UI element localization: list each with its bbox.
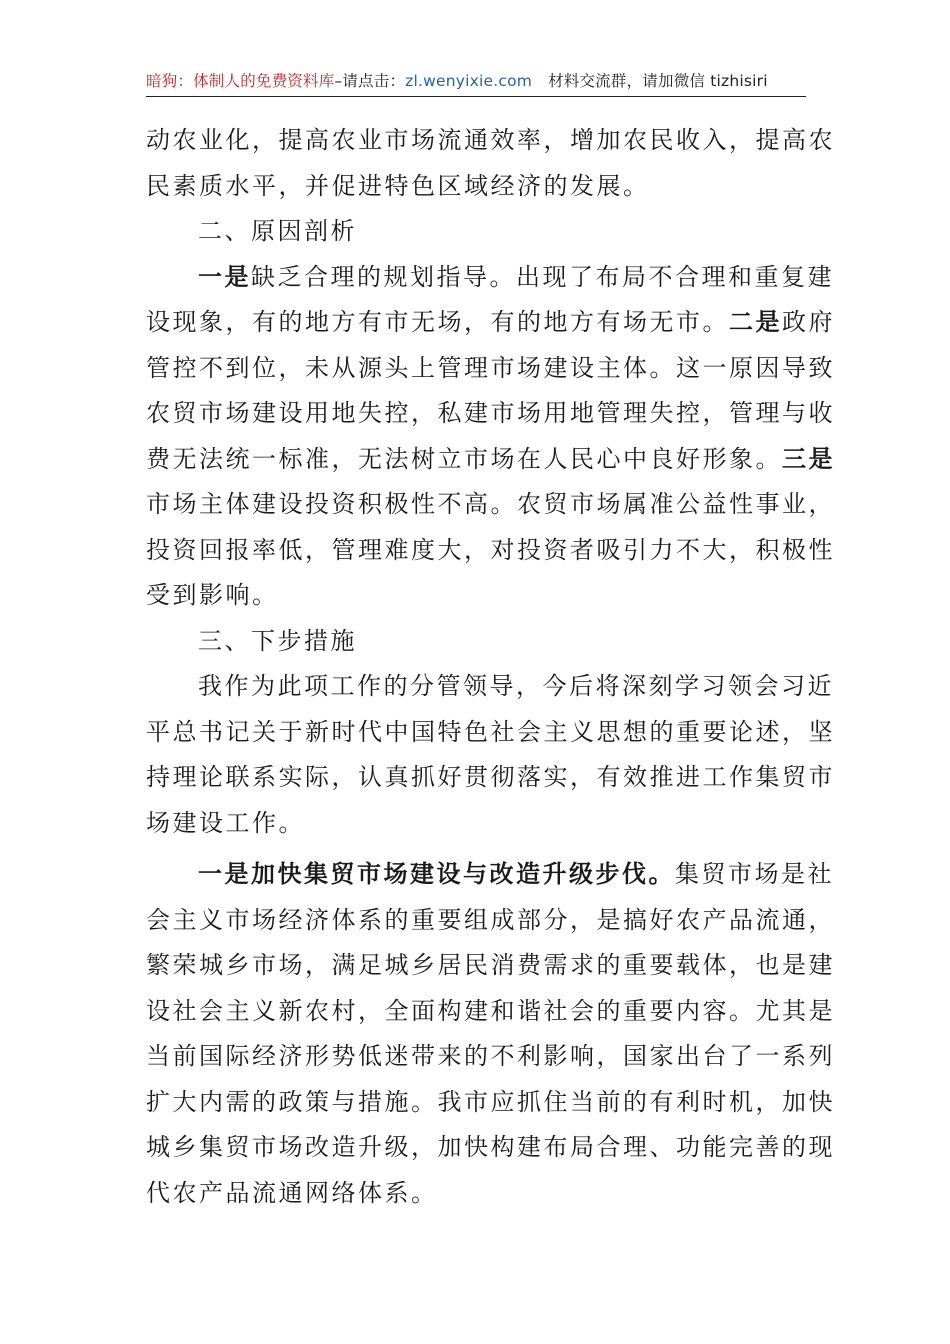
paragraph-line: 我作为此项工作的分管领导，今后将深刻学习领会习近 bbox=[198, 672, 834, 700]
paragraph-line: 会主义市场经济体系的重要组成部分，是搞好农产品流通， bbox=[146, 905, 835, 934]
point-label-three: 三是 bbox=[782, 444, 835, 473]
paragraph-line: 投资回报率低，管理难度大，对投资者吸引力不大，积极性 bbox=[146, 535, 835, 564]
header-group-text: 材料交流群，请加微信 tizhisiri bbox=[548, 72, 768, 90]
paragraph-line: 代农产品流通网络体系。 bbox=[146, 1178, 438, 1207]
header-click-prompt: –请点击： bbox=[334, 72, 406, 90]
document-body bbox=[146, 118, 835, 1216]
paragraph-line: 一是缺乏合理的规划指导。出现了布局不合理和重复建 bbox=[198, 262, 834, 291]
paragraph-line: 繁荣城乡市场，满足城乡居民消费需求的重要载体，也是建 bbox=[146, 951, 835, 979]
paragraph-line: 一是加快集贸市场建设与改造升级步伐。集贸市场是社 bbox=[198, 860, 834, 888]
point-label-one: 一是 bbox=[198, 262, 251, 291]
paragraph-line: 城乡集贸市场改造升级，加快构建布局合理、功能完善的现 bbox=[146, 1133, 835, 1161]
paragraph-line: 场建设工作。 bbox=[146, 808, 305, 837]
page-header bbox=[146, 66, 806, 97]
paragraph-line: 费无法统一标准，无法树立市场在人民心中良好形象。三是 bbox=[146, 444, 835, 473]
paragraph-line: 持理论联系实际，认真抓好贯彻落实，有效推进工作集贸市 bbox=[146, 763, 835, 791]
header-url-link[interactable]: zl.wenyixie.com bbox=[405, 72, 533, 90]
point-label-two: 二是 bbox=[729, 308, 782, 336]
paragraph-line: 民素质水平，并促进特色区域经济的发展。 bbox=[146, 171, 650, 200]
measure-heading-one: 一是加快集贸市场建设与改造升级步伐。 bbox=[198, 860, 675, 888]
section-heading-next-steps: 三、下步措施 bbox=[198, 626, 357, 655]
paragraph-line: 当前国际经济形势低迷带来的不利影响，国家出台了一系列 bbox=[146, 1042, 835, 1070]
paragraph-line: 平总书记关于新时代中国特色社会主义思想的重要论述，坚 bbox=[146, 717, 835, 746]
paragraph-line: 动农业化，提高农业市场流通效率，增加农民收入，提高农 bbox=[146, 126, 835, 154]
paragraph-line: 受到影响。 bbox=[146, 581, 279, 609]
section-heading-cause-analysis: 二、原因剖析 bbox=[198, 217, 357, 245]
paragraph-line: 设社会主义新农村，全面构建和谐社会的重要内容。尤其是 bbox=[146, 996, 835, 1025]
paragraph-line: 农贸市场建设用地失控，私建市场用地管理失控，管理与收 bbox=[146, 399, 835, 427]
paragraph-line: 扩大内需的政策与措施。我市应抓住当前的有利时机，加快 bbox=[146, 1087, 835, 1116]
paragraph-line: 管控不到位，未从源头上管理市场建设主体。这一原因导致 bbox=[146, 353, 835, 382]
paragraph-line: 市场主体建设投资积极性不高。农贸市场属准公益性事业， bbox=[146, 490, 835, 518]
header-site-name[interactable]: 暗狗：体制人的免费资料库 bbox=[146, 72, 335, 90]
paragraph-line: 设现象，有的地方有市无场，有的地方有场无市。二是政府 bbox=[146, 308, 835, 336]
